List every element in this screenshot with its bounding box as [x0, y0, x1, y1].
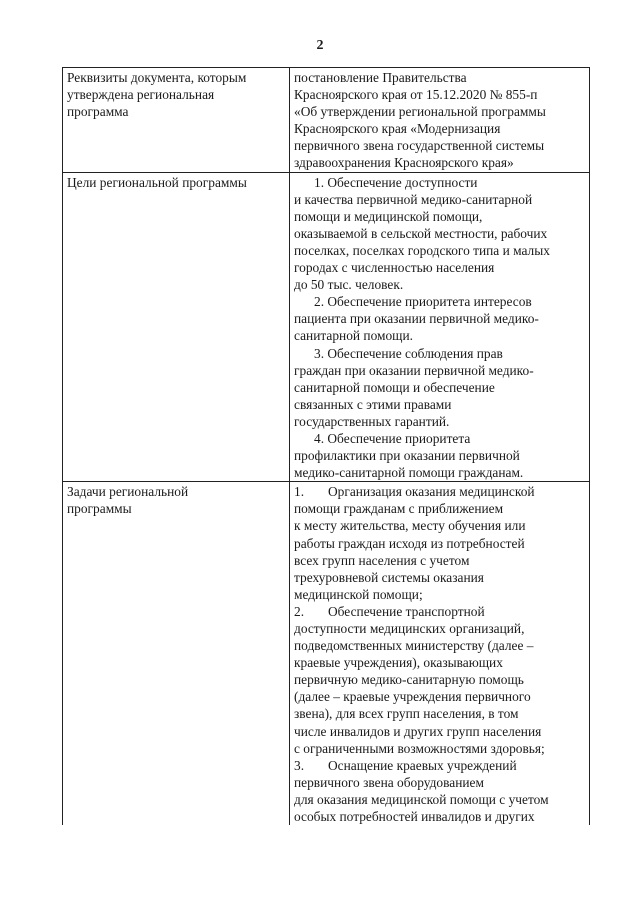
goal-first-line: 2. Обеспечение приоритета интересов — [314, 294, 532, 310]
row-label-cell — [63, 172, 290, 482]
goal-first-line: 3. Обеспечение соблюдения прав — [314, 345, 503, 361]
task-line: первичную медико-санитарную помощь — [294, 672, 524, 688]
task-first-text: Организация оказания медицинской — [328, 484, 535, 500]
goal-item — [294, 430, 585, 481]
goal-line: профилактики при оказании первичной — [294, 448, 520, 464]
goal-line: помощи и медицинской помощи, — [294, 208, 483, 224]
task-line: числе инвалидов и других групп населения — [294, 723, 542, 739]
row-label-line: Задачи региональной — [67, 484, 189, 500]
task-first-line — [294, 603, 585, 620]
task-item — [294, 603, 585, 757]
task-line: подведомственных министерству (далее – — [294, 638, 534, 654]
task-line: (далее – краевые учреждения первичного — [294, 689, 531, 705]
row-label-line: Реквизиты документа, которым — [67, 70, 247, 85]
goal-line: медико-санитарной помощи гражданам. — [294, 465, 524, 481]
table-row — [63, 482, 590, 825]
task-line: помощи гражданам с приближением — [294, 501, 504, 517]
task-line: доступности медицинских организаций, — [294, 621, 525, 636]
task-line: с ограниченными возможностями здоровья; — [294, 740, 545, 756]
goal-first-line: 4. Обеспечение приоритета — [314, 430, 471, 446]
task-number: 1. — [294, 484, 305, 500]
task-first-text: Обеспечение транспортной — [328, 603, 485, 619]
goal-line: граждан при оказании первичной медико- — [294, 362, 534, 378]
goal-line: государственных гарантий. — [294, 413, 450, 429]
goal-line: поселках, поселках городского типа и малых — [294, 242, 550, 258]
goal-line: связанных с этими правами — [294, 396, 452, 412]
row-value-cell — [290, 68, 590, 173]
goal-item — [294, 174, 585, 294]
row-label-line: программа — [67, 104, 129, 120]
row-value-cell — [290, 482, 590, 825]
task-number: 2. — [294, 603, 305, 619]
row-value-line: первичного звена государственной системы — [294, 138, 545, 154]
row-label-line: утверждена региональная — [67, 87, 215, 103]
goal-first-line: 1. Обеспечение доступности — [314, 174, 478, 190]
row-label-cell — [63, 68, 290, 173]
table-row — [63, 68, 590, 173]
goal-line: оказываемой в сельской местности, рабочих — [294, 225, 548, 241]
task-line: медицинской помощи; — [294, 586, 423, 602]
program-details-table — [62, 67, 590, 825]
row-label-line: программы — [67, 501, 132, 517]
row-value-line: Красноярского края «Модернизация — [294, 121, 501, 137]
task-line: трехуровневой системы оказания — [294, 569, 484, 585]
task-number: 3. — [294, 757, 305, 773]
table-row — [63, 172, 590, 482]
task-line: краевые учреждения), оказывающих — [294, 655, 503, 671]
goal-line: городах с численностью населения — [294, 260, 495, 276]
goal-item — [294, 293, 585, 344]
task-first-text: Оснащение краевых учреждений — [328, 757, 517, 773]
goal-line: санитарной помощи. — [294, 328, 414, 344]
row-value-line: здравоохранения Красноярского края» — [294, 155, 514, 171]
row-label-line: Цели региональной программы — [67, 174, 247, 190]
task-line: первичного звена оборудованием — [294, 774, 484, 790]
task-item — [294, 757, 585, 825]
row-value-line: «Об утверждении региональной программы — [294, 104, 546, 120]
task-line: звена), для всех групп населения, в том — [294, 706, 519, 722]
row-value-line: Красноярского края от 15.12.2020 № 855-п — [294, 87, 538, 103]
goal-line: пациента при оказании первичной медико- — [294, 311, 539, 327]
task-first-line — [294, 483, 585, 500]
task-line: для оказания медицинской помощи с учетом — [294, 791, 549, 807]
goal-item — [294, 345, 585, 430]
task-line: всех групп населения с учетом — [294, 552, 470, 568]
goal-line: и качества первичной медико-санитарной — [294, 191, 533, 207]
task-line: к месту жительства, месту обучения или — [294, 518, 526, 534]
task-item — [294, 483, 585, 603]
goal-line: до 50 тыс. человек. — [294, 277, 404, 293]
task-line: особых потребностей инвалидов и других — [294, 809, 535, 825]
task-first-line — [294, 757, 585, 774]
row-label-cell — [63, 482, 290, 825]
row-value-line: постановление Правительства — [294, 70, 467, 85]
goal-line: санитарной помощи и обеспечение — [294, 379, 495, 395]
page-number: 2 — [316, 38, 324, 53]
row-value-cell — [290, 172, 590, 482]
task-line: работы граждан исходя из потребностей — [294, 535, 525, 551]
